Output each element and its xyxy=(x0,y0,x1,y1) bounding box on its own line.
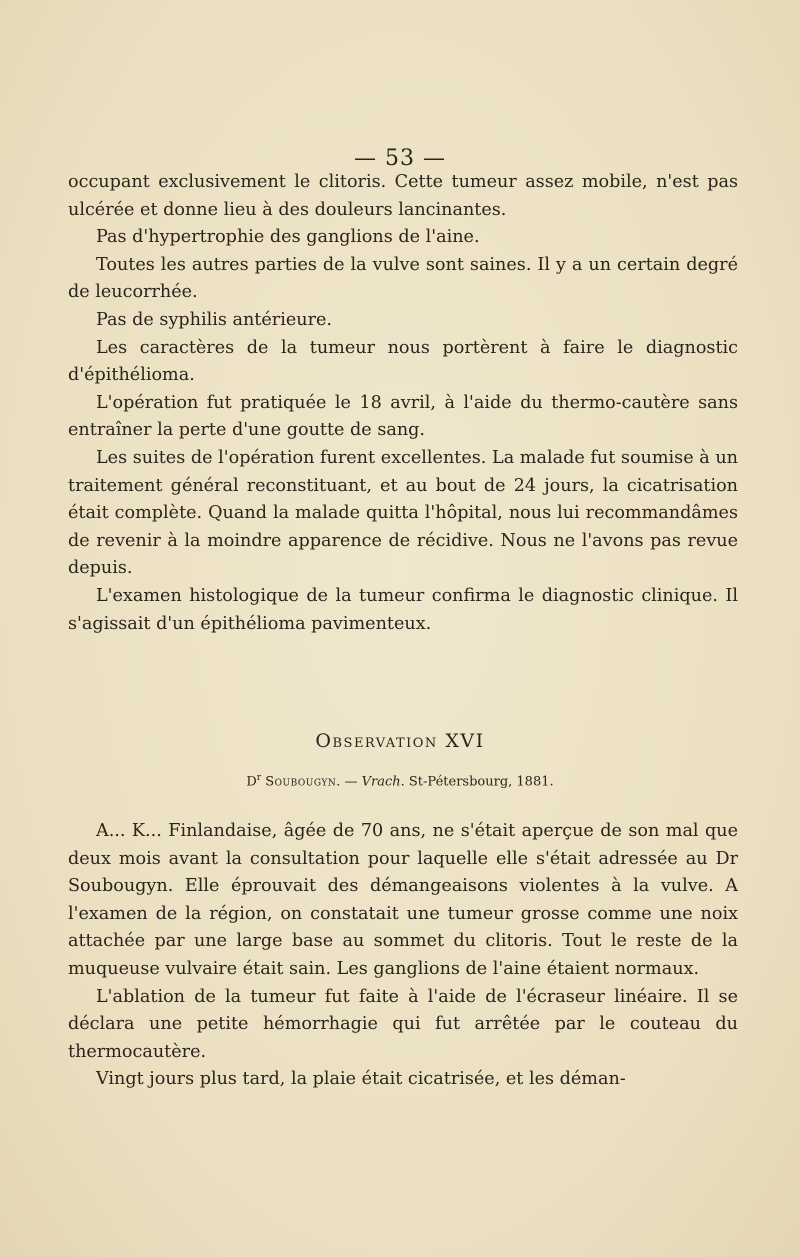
paragraph: occupant exclusivement le clitoris. Cette tumeur assez mobile, n'est pas ulcérée et donne lieu à des douleurs lancinantes. xyxy=(68,172,738,220)
observation-heading: Observation XVI xyxy=(315,730,485,752)
author-prefix-sup: r xyxy=(256,773,262,783)
observation-source xyxy=(0,773,800,789)
text-section-2 xyxy=(68,818,738,1094)
paragraph: Pas de syphilis antérieure. xyxy=(96,309,332,330)
paragraph: L'ablation de la tumeur fut faite à l'aide de l'écraseur linéaire. Il se déclara une petite hémorrhagie qui fut arrêtée par le couteau du thermocautère. xyxy=(68,986,738,1062)
page-number: — 53 — xyxy=(354,146,446,171)
paragraph: L'opération fut pratiquée le 18 avril, à l'aide du thermo-cautère sans entraîner la perte d'une goutte de sang. xyxy=(68,392,738,441)
text-section-1 xyxy=(68,169,738,638)
paragraph: L'examen histologique de la tumeur confirma le diagnostic clinique. Il s'agissait d'un épithélioma pavimenteux. xyxy=(68,585,738,634)
paragraph: A... K... Finlandaise, âgée de 70 ans, ne s'était aperçue de son mal que deux mois avant la consultation pour laquelle elle s'était adressée au Dr Soubougyn. Elle éprouvait des démangeaisons violentes à la vulve. A l'examen de la région, on constatait une tumeur grosse comme une noix attachée par une large base au sommet du clitoris. Tout le reste de la muqueuse vulvaire était sain. Les ganglions de l'aine étaient normaux. xyxy=(68,821,738,979)
paragraph: Les suites de l'opération furent excellentes. La malade fut soumise à un traitement général reconstituant, et au bout de 24 jours, la cicatrisation était complète. Quand la malade quitta l'hôpital, nous lui recommandâmes de revenir à la moindre apparence de récidive. Nous ne l'avons pas revue depuis. xyxy=(68,447,738,579)
paragraph: Les caractères de la tumeur nous portèrent à faire le diagnostic d'épithélioma. xyxy=(68,337,738,386)
source-separator: . — xyxy=(336,774,362,790)
author-prefix: D xyxy=(246,774,257,790)
paragraph: Vingt jours plus tard, la plaie était cicatrisée, et les déman- xyxy=(96,1069,626,1090)
author-name: Soubougyn xyxy=(265,774,337,790)
journal-name: Vrach xyxy=(361,774,401,790)
paragraph: Toutes les autres parties de la vulve sont saines. Il y a un certain degré de leucorrhée. xyxy=(68,254,738,303)
paragraph: Pas d'hypertrophie des ganglions de l'aine. xyxy=(96,227,480,248)
place-year: . St-Pétersbourg, 1881. xyxy=(400,774,554,790)
